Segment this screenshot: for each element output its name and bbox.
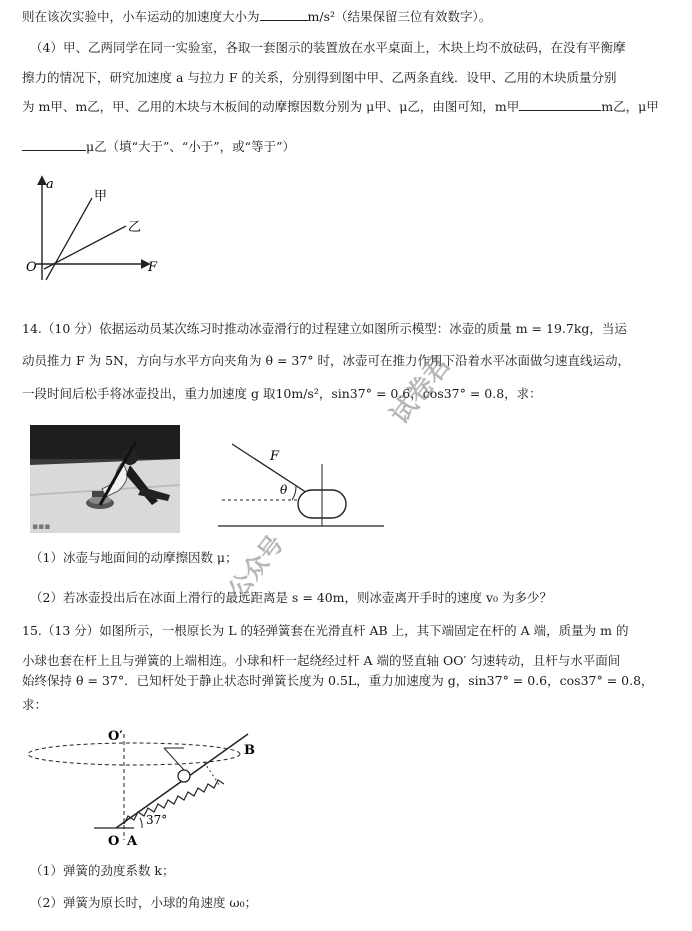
label-angle: 37° — [146, 813, 168, 827]
q13-answer-blank-accel — [260, 8, 308, 21]
q13-part4-line3a: 为 m甲、m乙，甲、乙用的木块与木板间的动摩擦因数分别为 μ甲、μ乙，由图可知，m甲 — [22, 99, 520, 114]
radius-line — [164, 748, 184, 770]
q15-line3: 始终保持 θ = 37°．已知杆处于静止状态时弹簧长度为 0.5L，重力加速度为 g，sin37° = 0.6，cos37° = 0.8， — [22, 673, 654, 688]
label-yi: 乙 — [128, 220, 142, 235]
label-a: A — [127, 834, 138, 849]
q14-line3: 一段时间后松手将冰壶投出，重力加速度 g 取10m/s²，sin37° = 0.6，cos37° = 0.8，求： — [22, 386, 542, 401]
label-jia: 甲 — [94, 189, 108, 204]
origin-label: O — [26, 260, 37, 275]
label-o: O — [108, 834, 120, 849]
line-jia — [46, 198, 92, 280]
ball — [178, 770, 190, 782]
axis-label-f: F — [148, 260, 158, 275]
q13-part4-line4 — [22, 138, 680, 156]
angle-arc — [140, 818, 142, 828]
label-o-prime: O′ — [108, 729, 123, 744]
q14-sub1: （1）冰壶与地面间的动摩擦因数 μ； — [30, 550, 238, 565]
q15-sub2: （2）弹簧为原长时，小球的角速度 ω₀； — [30, 895, 258, 910]
curling-photo — [30, 425, 180, 533]
q15-line2: 小球也套在杆上且与弹簧的上端相连。小球和杆一起绕经过杆 A 端的竖直轴 OO′ 匀速转动，且杆与水平面间 — [22, 653, 621, 668]
force-label: F — [270, 449, 280, 464]
q13-part3-text: 则在该次实验中，小车运动的加速度大小为 — [22, 9, 260, 24]
q15-spring-diagram — [24, 728, 264, 850]
q13-part3-unit: m/s² — [307, 9, 336, 24]
q13-answer-blank-mass — [519, 98, 601, 111]
line-yi — [44, 226, 126, 269]
q14-sub2: （2）若冰壶投出后在冰面上滑行的最远距离是 s = 40m，则冰壶离开手时的速度 v₀ 为多少？ — [30, 590, 553, 605]
q14-line1: 14.（10 分）依据运动员某次练习时推动冰壶滑行的过程建立如图所示模型：冰壶的质量 m = 19.7kg，当运 — [22, 321, 627, 336]
q13-answer-blank-mu — [22, 138, 86, 151]
angle-label: θ — [280, 483, 288, 497]
label-b: B — [244, 743, 255, 758]
q15-sub1: （1）弹簧的劲度系数 k； — [30, 863, 175, 878]
q14-force-diagram — [208, 440, 390, 532]
watermark-1: 试卷君 — [385, 350, 457, 431]
axis-label-a: a — [46, 177, 54, 192]
q13-af-graph — [22, 172, 172, 287]
q13-part4-line3 — [22, 98, 680, 116]
q13-part3-note: （结果保留三位有效数字）。 — [335, 9, 492, 24]
q13-part4-line1: （4）甲、乙两同学在同一实验室，各取一套图示的装置放在水平桌面上，木块上均不放砝码，在没有平衡摩 — [30, 40, 626, 55]
q13-part4-line4-text: μ乙（填“大于”、“小于”，或“等于”） — [86, 139, 295, 154]
q13-part3-line — [22, 8, 680, 26]
angle-arc — [292, 486, 296, 500]
q14-line2: 动员推力 F 为 5N，方向与水平方向夹角为 θ = 37° 时，冰壶可在推力作用下沿着水平冰面做匀速直线运动， — [22, 353, 631, 368]
svg-text:▪▪▪: ▪▪▪ — [32, 522, 51, 532]
q15-line4: 求： — [22, 697, 48, 712]
q15-line1: 15.（13 分）如图所示，一根原长为 L 的轻弹簧套在光滑直杆 AB 上，其下端固定在杆的 A 端，质量为 m 的 — [22, 623, 629, 638]
length-indicator — [204, 762, 220, 786]
watermark-2: 公众号 — [222, 530, 290, 605]
q13-part4-line2: 擦力的情况下，研究加速度 a 与拉力 F 的关系，分别得到图中甲、乙两条直线．设甲、乙用的木块质量分别 — [22, 70, 617, 85]
q13-part4-line3b: m乙，μ甲 — [601, 99, 659, 114]
